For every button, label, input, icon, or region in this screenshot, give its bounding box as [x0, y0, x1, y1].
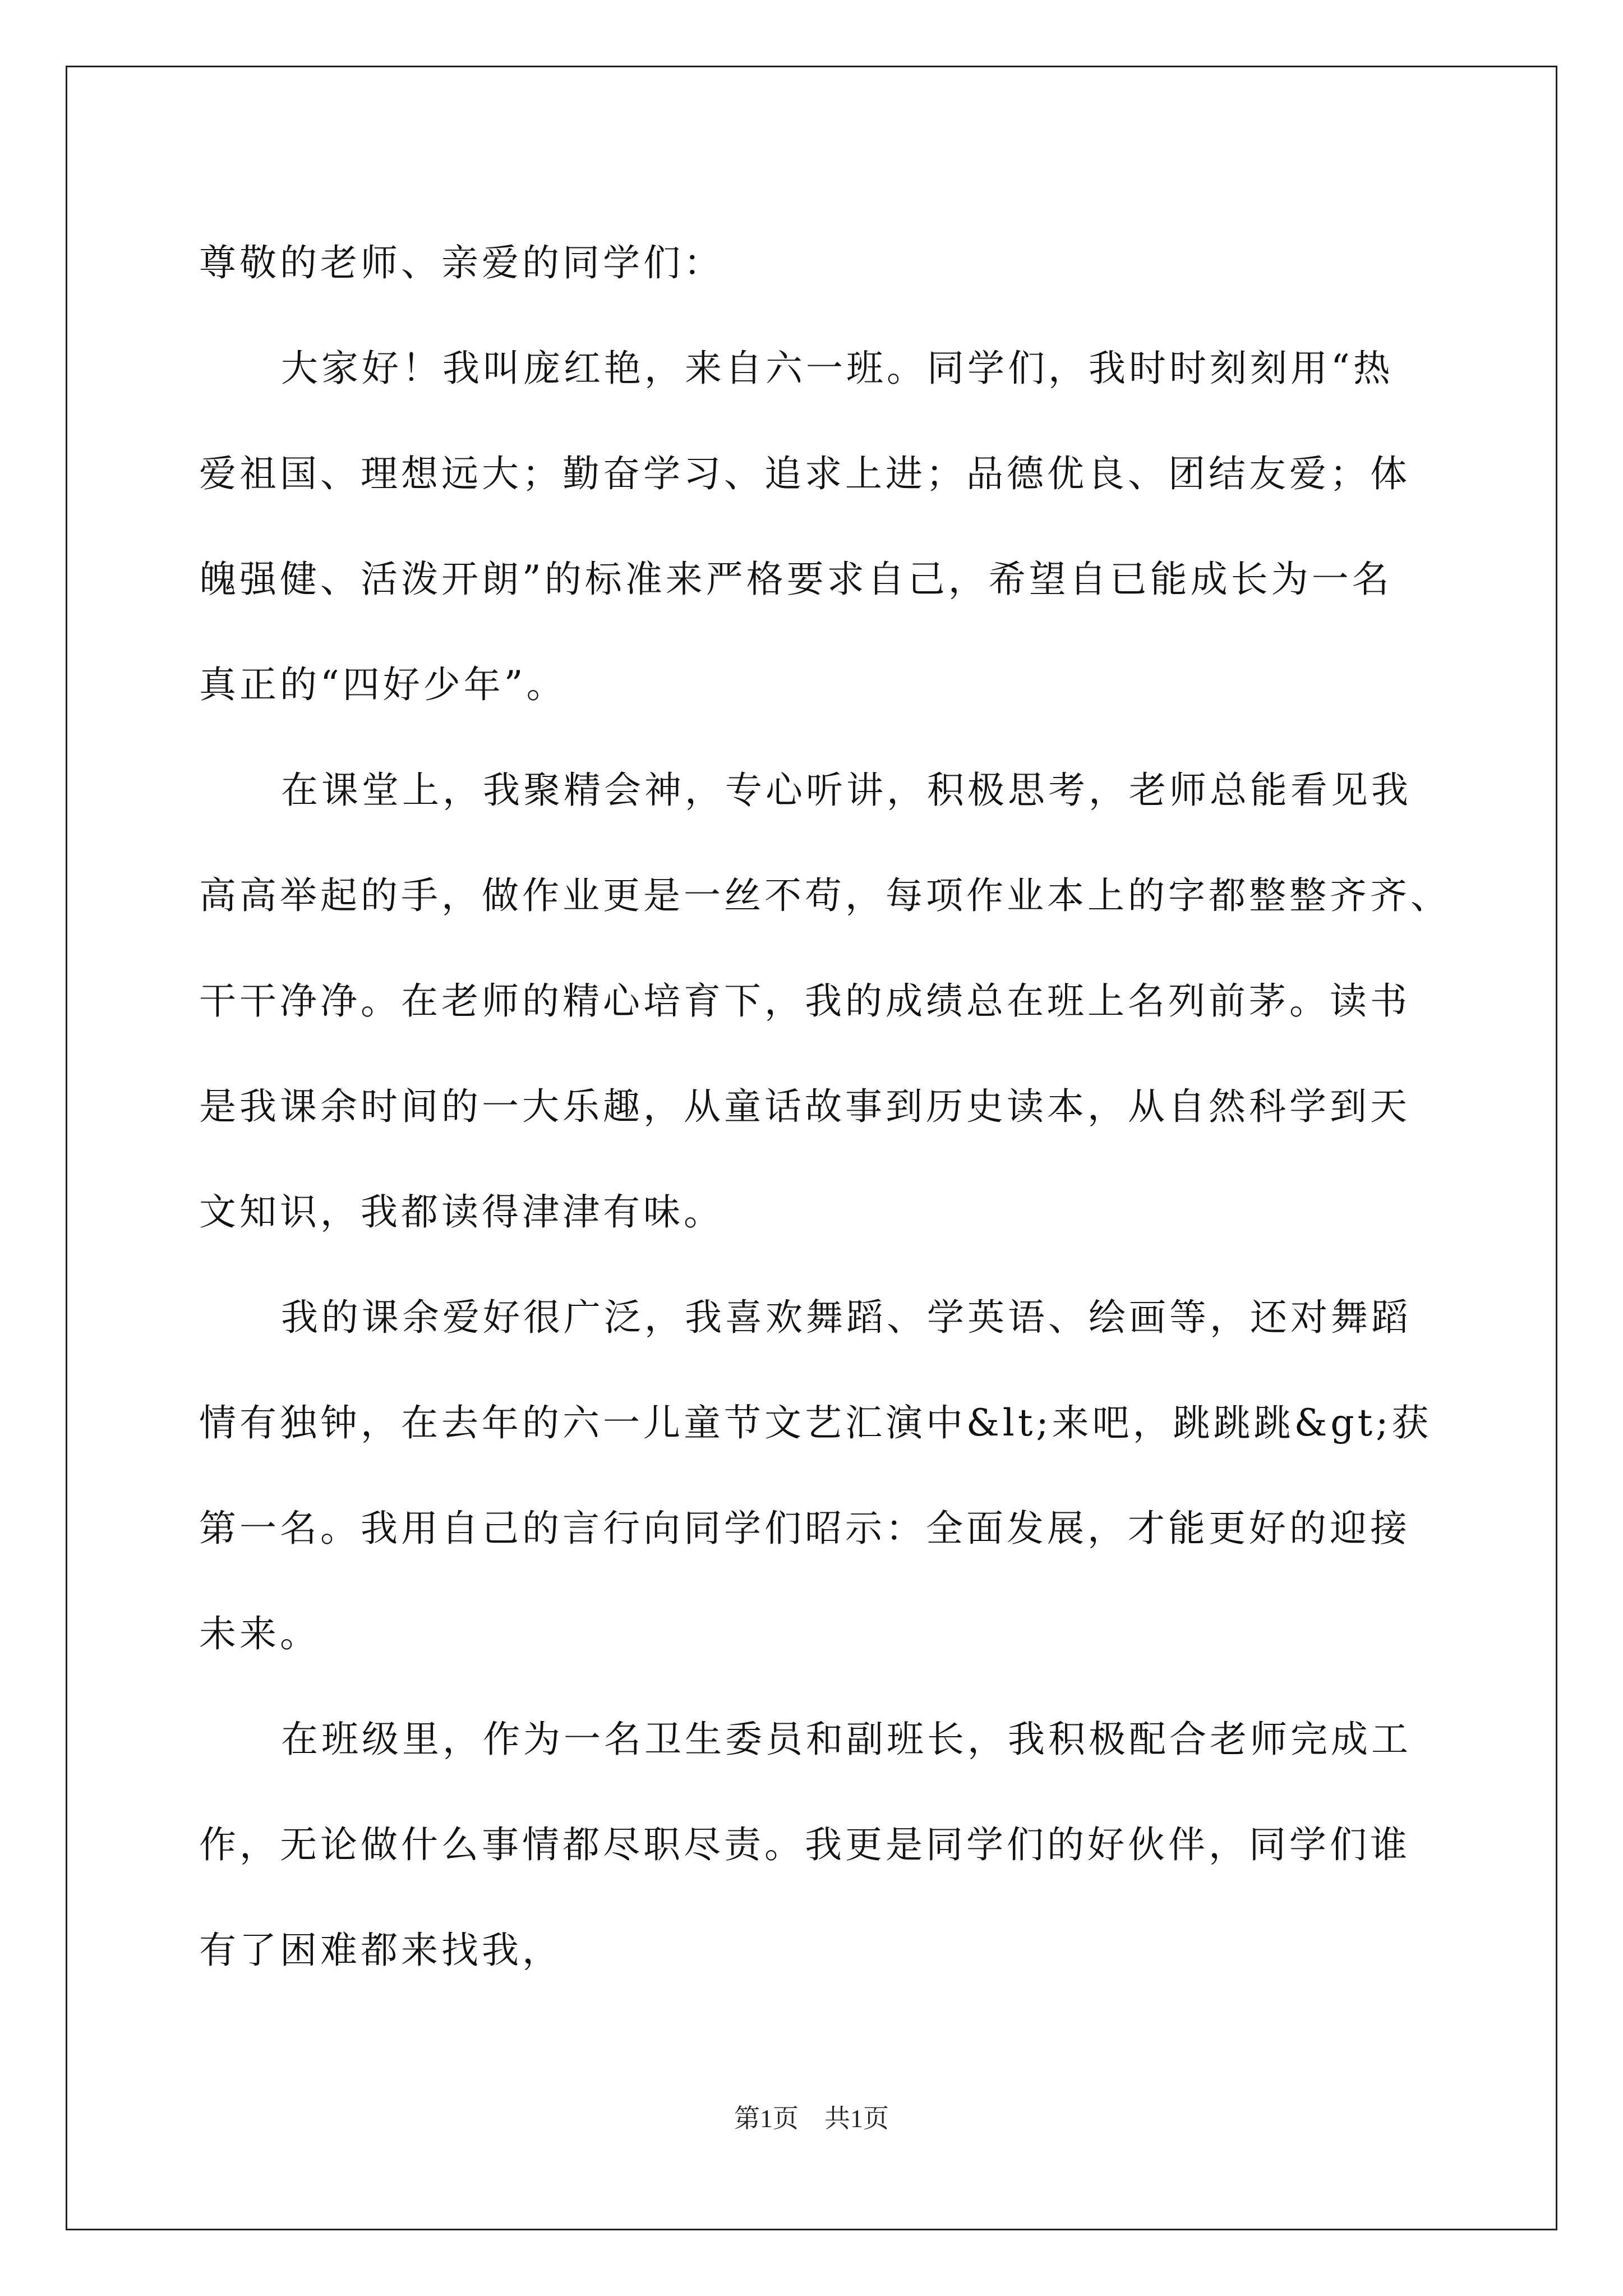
- paragraph-line: 情有独钟，在去年的六一儿童节文艺汇演中&lt;来吧，跳跳跳&gt;获: [199, 1401, 1432, 1444]
- salutation: 尊敬的老师、亲爱的同学们：: [199, 241, 724, 284]
- paragraph-line: 是我课余时间的一大乐趣，从童话故事到历史读本，从自然科学到天: [199, 1085, 1410, 1128]
- paragraph-line: 在课堂上，我聚精会神，专心听讲，积极思考，老师总能看见我: [281, 769, 1412, 812]
- paragraph-line: 魄强健、活泼开朗”的标准来严格要求自己，希望自已能成长为一名: [199, 558, 1393, 601]
- paragraph-line: 在班级里，作为一名卫生委员和副班长，我积极配合老师完成工: [281, 1718, 1412, 1761]
- document-body: [199, 210, 1451, 2003]
- paragraph-line: 作，无论做什么事情都尽职尽责。我更是同学们的好伙伴，同学们谁: [199, 1823, 1410, 1866]
- paragraph-line: 高高举起的手，做作业更是一丝不苟，每项作业本上的字都整整齐齐、: [199, 874, 1451, 917]
- paragraph-line: 文知识，我都读得津津有味。: [199, 1190, 724, 1234]
- paragraph-line: 未来。: [199, 1612, 320, 1655]
- paragraph-line: 爱祖国、理想远大；勤奋学习、追求上进；品德优良、团结友爱；体: [199, 452, 1410, 495]
- paragraph-line: 我的课余爱好很广泛，我喜欢舞蹈、学英语、绘画等，还对舞蹈: [281, 1296, 1412, 1339]
- paragraph-line: 有了困难都来找我，: [199, 1929, 562, 1972]
- paragraph-line: 大家好！我叫庞红艳，来自六一班。同学们，我时时刻刻用“热: [281, 347, 1394, 390]
- page-number-footer: 第1页 共1页: [734, 2104, 889, 2133]
- paragraph-line: 第一名。我用自己的言行向同学们昭示：全面发展，才能更好的迎接: [199, 1507, 1410, 1550]
- paragraph-line: 真正的“四好少年”。: [199, 663, 567, 706]
- paragraph-line: 干干净净。在老师的精心培育下，我的成绩总在班上名列前茅。读书: [199, 979, 1410, 1023]
